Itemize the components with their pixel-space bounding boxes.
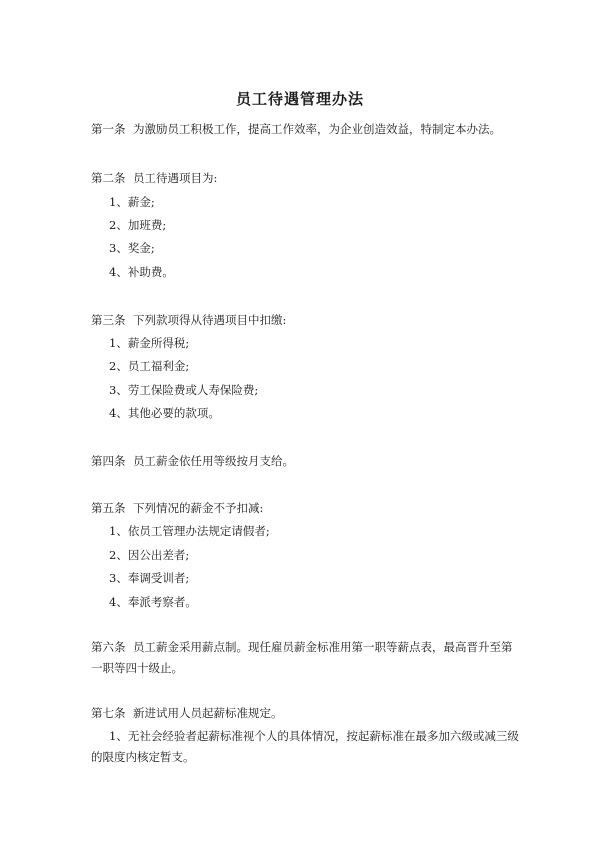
article-7: [91, 705, 531, 721]
article-text: 员工薪金采用薪点制。现任雇员薪金标准用第一职等薪点表，最高晋升至第一职等四十级止。: [91, 640, 513, 675]
list-item: 2、加班费;: [109, 218, 167, 232]
article-label: 第六条: [91, 640, 126, 654]
article-1: [91, 121, 531, 137]
list-item: 1、依员工管理办法规定请假者;: [109, 524, 270, 538]
article-label: 第一条: [91, 122, 126, 136]
list-item: 3、奉调受训者;: [109, 571, 190, 585]
article-text: 下列情况的薪金不予扣减:: [133, 501, 264, 515]
article-5: [91, 500, 531, 516]
list-item: 1、薪金;: [109, 195, 155, 209]
article-text: 为激励员工积极工作，提高工作效率，为企业创造效益，特制定本办法。: [133, 122, 501, 136]
article-label: 第五条: [91, 501, 126, 515]
list-item: 1、薪金所得税;: [109, 336, 190, 350]
article-text: 员工薪金依任用等级按月支给。: [133, 454, 294, 468]
list-item: 1、无社会经验者起薪标准视个人的具体情况，按起薪标准在最多加六级或减三级的限度内核定暂支。: [91, 729, 519, 764]
article-3: [91, 312, 531, 328]
article-2: [91, 170, 531, 186]
article-text: 下列款项得从待遇项目中扣缴:: [133, 313, 287, 327]
list-item: 2、因公出差者;: [109, 548, 190, 562]
article-label: 第二条: [91, 171, 126, 185]
document-title: 员工待遇管理办法: [235, 90, 364, 108]
article-label: 第四条: [91, 454, 126, 468]
list-item: 4、其他必要的款项。: [109, 406, 220, 420]
list-item: 3、劳工保险费或人寿保险费;: [109, 383, 259, 397]
article-6: [91, 637, 521, 679]
article-label: 第七条: [91, 706, 126, 720]
article-text: 员工待遇项目为:: [133, 171, 218, 185]
article-text: 新进试用人员起薪标准规定。: [133, 706, 283, 720]
article-label: 第三条: [91, 313, 126, 327]
list-item: 3、奖金;: [109, 241, 155, 255]
article-4: [91, 453, 531, 469]
list-item: 4、补助费。: [109, 265, 174, 279]
list-item: 4、奉派考察者。: [109, 595, 197, 609]
list-item: 2、员工福利金;: [109, 359, 190, 373]
